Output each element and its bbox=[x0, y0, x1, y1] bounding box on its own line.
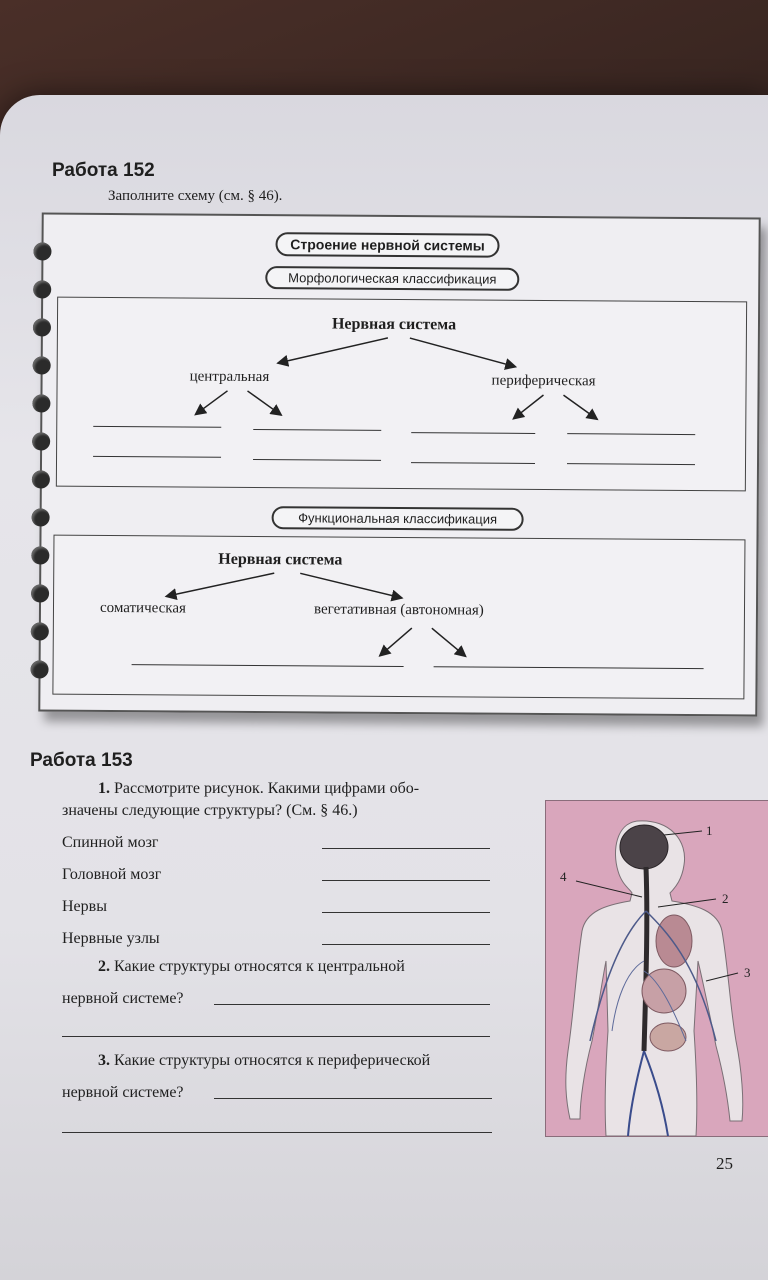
question-1-line1 bbox=[98, 780, 419, 798]
answer-line[interactable] bbox=[322, 880, 490, 881]
answer-line[interactable] bbox=[322, 848, 490, 849]
page-number: 25 bbox=[716, 1154, 733, 1173]
morph-classification-label: Морфологическая классификация bbox=[265, 266, 519, 291]
answer-line[interactable] bbox=[214, 1004, 490, 1005]
question-3-line2: нервной системе? bbox=[62, 1084, 184, 1101]
func-classification-label: Функциональная классификация bbox=[272, 506, 524, 531]
binding-ring bbox=[33, 242, 51, 260]
structure-label: Головной мозг bbox=[62, 866, 162, 883]
question-1-text: Рассмотрите рисунок. Какими цифрами обо- bbox=[114, 780, 420, 797]
figure-label: 4 bbox=[560, 869, 567, 884]
binding-ring bbox=[33, 356, 51, 374]
answer-line[interactable] bbox=[322, 944, 490, 945]
answer-line[interactable] bbox=[62, 1132, 492, 1133]
structure-label: Нервы bbox=[62, 898, 107, 915]
figure-label: 3 bbox=[744, 965, 751, 980]
nervous-system-figure bbox=[545, 800, 768, 1137]
binding-ring bbox=[31, 546, 49, 564]
question-1-number: 1. bbox=[98, 780, 110, 797]
binding-ring bbox=[32, 432, 50, 450]
question-3-number: 3. bbox=[98, 1052, 110, 1069]
figure-label: 2 bbox=[722, 891, 729, 906]
binding-ring bbox=[31, 584, 49, 602]
binding-ring bbox=[32, 508, 50, 526]
morph-right-branch: периферическая bbox=[491, 372, 596, 390]
structure-label: Нервные узлы bbox=[62, 930, 160, 947]
question-1-line2: значены следующие структуры? (См. § 46.) bbox=[62, 802, 358, 819]
binding-ring bbox=[30, 660, 48, 678]
func-root: Нервная система bbox=[218, 550, 343, 569]
work153-title: Работа 153 bbox=[30, 750, 133, 771]
answer-line[interactable] bbox=[214, 1098, 492, 1099]
question-3-text: Какие структуры относятся к периферической bbox=[114, 1052, 431, 1069]
morph-root: Нервная система bbox=[331, 315, 457, 334]
func-box bbox=[52, 535, 745, 700]
work152-title: Работа 152 bbox=[52, 160, 155, 181]
func-right-branch: вегетативная (автономная) bbox=[313, 601, 484, 619]
morph-arrows bbox=[57, 298, 746, 491]
binding-ring bbox=[33, 280, 51, 298]
question-2-line1 bbox=[98, 958, 405, 976]
question-2-number: 2. bbox=[98, 958, 110, 975]
figure-label: 1 bbox=[706, 823, 713, 838]
question-3-line1 bbox=[98, 1052, 430, 1070]
morph-left-branch: центральная bbox=[189, 368, 270, 386]
human-body-illustration bbox=[546, 801, 768, 1136]
binding-ring bbox=[32, 470, 50, 488]
binding-ring bbox=[32, 394, 50, 412]
structure-label: Спинной мозг bbox=[62, 834, 159, 851]
scheme-card bbox=[38, 212, 760, 716]
question-2-text: Какие структуры относятся к центральной bbox=[114, 958, 405, 975]
answer-line[interactable] bbox=[62, 1036, 490, 1037]
func-arrows bbox=[53, 536, 744, 699]
question-2-line2: нервной системе? bbox=[62, 990, 184, 1007]
binding-ring bbox=[33, 318, 51, 336]
func-left-branch: соматическая bbox=[99, 599, 187, 617]
scheme-title: Строение нервной системы bbox=[275, 232, 499, 258]
binding-ring bbox=[31, 622, 49, 640]
answer-line[interactable] bbox=[322, 912, 490, 913]
morph-box bbox=[56, 297, 747, 492]
work152-instruction: Заполните схему (см. § 46). bbox=[108, 188, 283, 204]
